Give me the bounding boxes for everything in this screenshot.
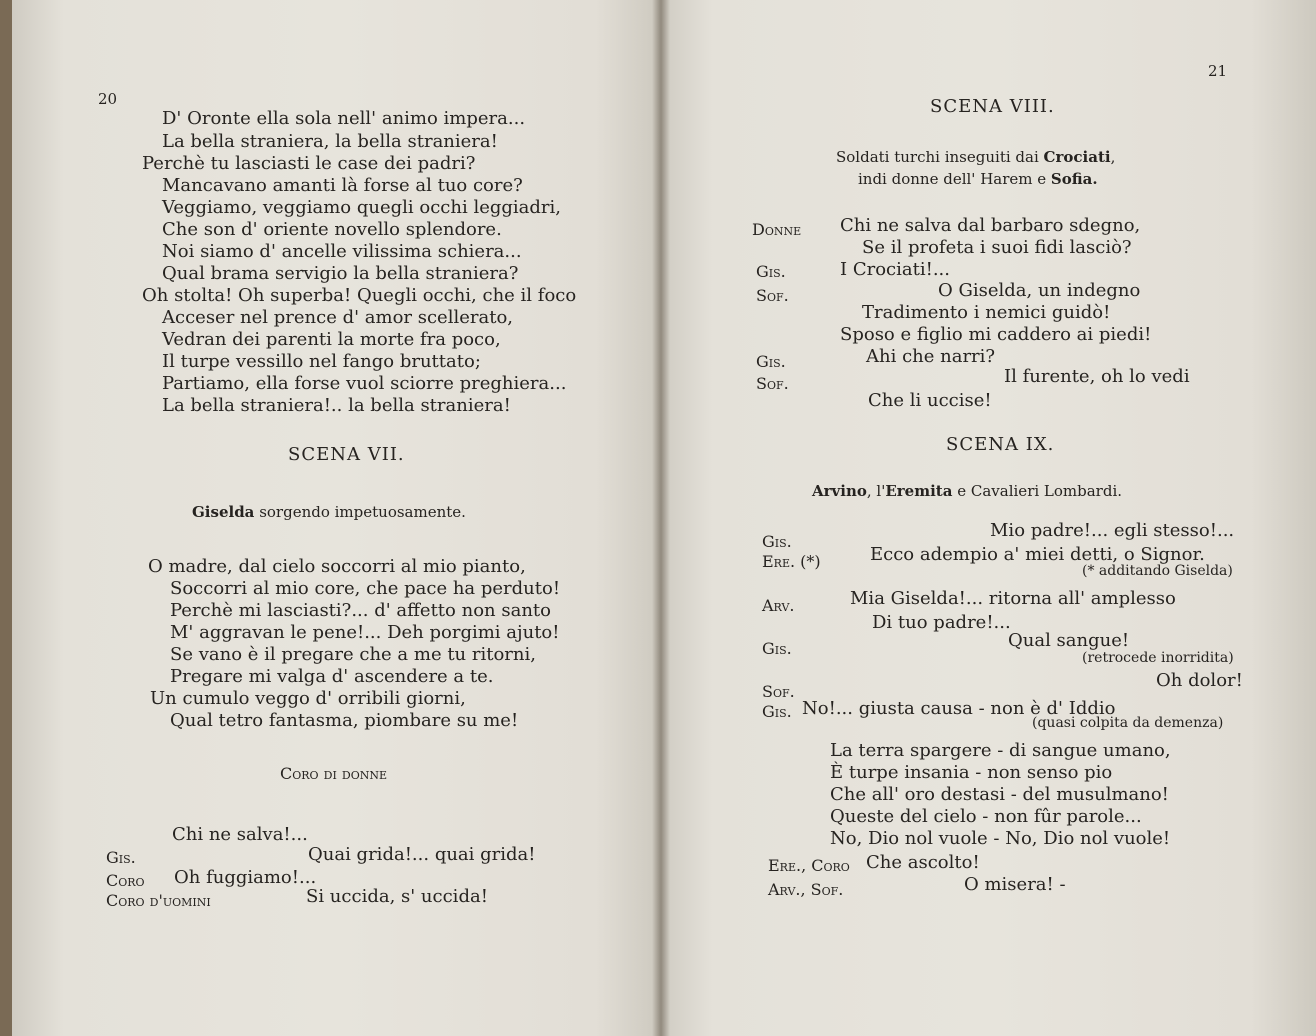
character-name: Eremita [885,482,953,500]
dialogue-line: Ahi che narri? [866,346,996,367]
verse-line: Che son d' oriente novello splendore. [162,219,502,240]
dialogue-line: Che ascolto! [866,852,980,873]
verse-line: Un cumulo veggo d' orribili giorni, [150,688,466,709]
character-name: Arvino [812,482,867,500]
scene-title: SCENA VII. [288,444,405,465]
dialogue-line: Se il profeta i suoi fidi lasciò? [862,237,1132,258]
speaker-name: Donne [752,220,802,239]
verse-line: La terra spargere - di sangue umano, [830,740,1171,761]
verse-line: La bella straniera, la bella straniera! [162,131,498,152]
speaker-name: Sof. [762,682,795,701]
verse-line: Oh stolta! Oh superba! Quegli occhi, che il foco [142,285,577,306]
speaker-name: Coro d'uomini [106,891,211,910]
verse-line: Pregare mi valga d' ascendere a te. [170,666,494,687]
verse-line: Perchè tu lasciasti le case dei padri? [142,153,476,174]
speaker-name: Gis. [756,262,786,281]
verse-line: Il turpe vessillo nel fango bruttato; [162,351,481,372]
speaker-name: Gis. [762,639,792,658]
dialogue-line: Di tuo padre!... [872,612,1011,633]
page-number-right: 21 [1208,62,1228,80]
dialogue-line: Sposo e figlio mi caddero ai piedi! [840,324,1152,345]
speaker-name: Coro [106,871,145,890]
stage-direction-text: Soldati turchi inseguiti dai [836,148,1039,166]
verse-line: La bella straniera!.. la bella straniera! [162,395,511,416]
verse-line: Se vano è il pregare che a me tu ritorni, [170,644,536,665]
stage-note: (quasi colpita da demenza) [1032,715,1224,731]
verse-line: Perchè mi lasciasti?... d' affetto non santo [170,600,551,621]
dialogue-line: Mia Giselda!... ritorna all' amplesso [850,588,1176,609]
verse-line: Veggiamo, veggiamo quegli occhi leggiadri, [162,197,562,218]
stage-note: (retrocede inorridita) [1082,650,1234,666]
speaker-name: Sof. [756,286,789,305]
speaker-name: Ere., Coro [768,856,850,875]
verse-line: O madre, dal cielo soccorri al mio pianto, [148,556,526,577]
stage-note: (* additando Giselda) [1082,563,1233,579]
character-name: Sofia. [1050,170,1098,188]
dialogue-line: I Crociati!... [840,259,951,280]
verse-line: D' Oronte ella sola nell' animo impera... [162,108,526,129]
verse-line: Queste del cielo - non fûr parole... [830,806,1142,827]
stage-direction-text: e Cavalieri Lombardi. [957,482,1123,500]
stage-direction: Soldati turchi inseguiti dai Crociati, [836,148,1116,166]
dialogue-line: No!... giusta causa - non è d' Iddio [802,698,1116,719]
stage-direction-text: sorgendo impetuosamente. [259,503,466,521]
stage-direction [812,484,1122,499]
speaker-name: Arv., Sof. [768,880,844,899]
scene-title: SCENA VIII. [930,96,1055,117]
verse-line: Vedran dei parenti la morte fra poco, [162,329,501,350]
stage-direction-text: indi donne dell' Harem e [858,170,1047,188]
character-name: Giselda [192,503,255,521]
dialogue-line: Chi ne salva dal barbaro sdegno, [840,215,1141,236]
verse-line: Soccorri al mio core, che pace ha perduto! [170,578,561,599]
dialogue-line: O misera! - [964,874,1066,895]
dialogue-line: Il furente, oh lo vedi [1004,366,1190,387]
chorus-heading: Coro di donne [280,764,388,783]
page-number-left: 20 [98,90,118,108]
character-name: Crociati [1043,148,1111,166]
dialogue-line: Quai grida!... quai grida! [308,844,536,865]
dialogue-line: Si uccida, s' uccida! [306,886,488,907]
verse-line: Mancavano amanti là forse al tuo core? [162,175,523,196]
dialogue-line: Qual sangue! [1008,630,1130,651]
speaker-name: Gis. [106,848,136,867]
dialogue-line: Ecco adempio a' miei detti, o Signor. [870,544,1205,565]
speaker-name: Gis. [762,702,792,721]
book-gutter [652,0,670,1036]
stage-direction [858,172,1098,187]
dialogue-line: Tradimento i nemici guidò! [862,302,1111,323]
verse-line: È turpe insania - non senso pio [830,762,1113,783]
verse-line: M' aggravan le pene!... Deh porgimi ajuto! [170,622,560,643]
scene-title: SCENA IX. [946,434,1055,455]
dialogue-line: Oh fuggiamo!... [174,867,317,888]
stage-direction [192,505,466,520]
verse-line: Qual brama servigio la bella straniera? [162,263,519,284]
verse-line: Qual tetro fantasma, piombare su me! [170,710,519,731]
speaker-name: Ere. (*) [762,552,821,571]
dialogue-line: Oh dolor! [1156,670,1243,691]
speaker-name: Gis. [762,532,792,551]
verse-line: No, Dio nol vuole - No, Dio nol vuole! [830,828,1171,849]
speaker-name: Gis. [756,352,786,371]
dialogue-line: O Giselda, un indegno [938,280,1141,301]
verse-line: Che all' oro destasi - del musulmano! [830,784,1169,805]
dialogue-line: Che li uccise! [868,390,992,411]
stage-direction-text: , l' [866,482,886,500]
speaker-name: Arv. [762,596,795,615]
dialogue-line: Chi ne salva!... [172,824,308,845]
dialogue-line: Mio padre!... egli stesso!... [990,520,1235,541]
verse-line: Noi siamo d' ancelle vilissima schiera... [162,241,522,262]
verse-line: Partiamo, ella forse vuol sciorre preghiera... [162,373,567,394]
speaker-name: Sof. [756,374,789,393]
verse-line: Acceser nel prence d' amor scellerato, [162,307,513,328]
